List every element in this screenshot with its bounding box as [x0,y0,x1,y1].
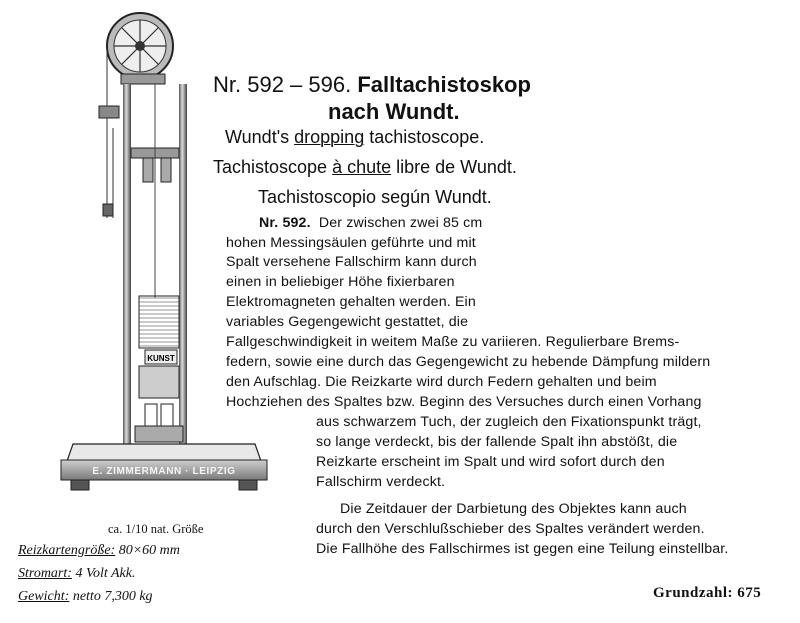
desc-line-11: so lange verdeckt, bis der fallende Spalt ihn abstößt, die [316,434,678,450]
desc-line-14: Die Zeitdauer der Darbietung des Objektes kann auch [340,501,687,517]
subtitle-french [213,157,517,178]
desc-line-5: variables Gegengewicht gestattet, die [226,314,469,330]
spec-card-size [18,543,180,559]
spec-weight [18,589,153,605]
desc-line-7: federn, sowie eine durch das Gegengewicht zu hebende Dämpfung mildern [226,354,711,370]
base-plate [61,444,267,490]
spec-value: 4 Volt Akk. [75,566,136,581]
grundzahl: Grundzahl: 675 [653,585,762,601]
pulley-wheel [107,13,173,79]
desc-line-8: den Aufschlag. Die Reizkarte wird durch Federn gehalten und beim [226,374,657,390]
spec-value: netto 7,300 kg [72,589,153,604]
desc-line-13: Fallschirm verdeckt. [316,474,446,490]
article-numbers: Nr. 592 – 596. [213,72,352,97]
desc-text-0: Der zwischen zwei 85 cm [318,215,483,231]
spec-value: 80×60 mm [118,543,180,558]
title-line-2: nach Wundt. [328,99,460,124]
subtitle-en-pre: Wundt's [225,127,295,147]
desc-line-2: Spalt versehene Fallschirm kann durch [226,254,477,270]
title-line-2-row [328,99,460,125]
right-column [179,84,187,444]
desc-line-12: Reizkarte erscheint im Spalt und wird sofort durch den [316,454,665,470]
desc-line-15: durch den Verschlußschieber des Spaltes verändert werden. [316,521,705,537]
kunst-label: KUNST [147,354,175,363]
spec-label: Stromart: [18,566,72,581]
page-heading [213,72,531,98]
subtitle-fr-pre: Tachistoscope [213,157,333,177]
subtitle-spanish: Tachistoscopio según Wundt. [258,187,492,207]
spec-current [18,566,135,582]
subtitle-fr-underlined: à chute [332,157,392,177]
desc-line-10: aus schwarzem Tuch, der zugleich den Fixationspunkt trägt, [316,414,702,430]
desc-line-6: Fallgeschwindigkeit in weitem Maße zu variieren. Regulierbare Brems- [226,334,680,350]
falling-screen [135,296,183,442]
subtitle-english [225,127,484,148]
subtitle-en-underlined: dropping [294,127,365,147]
spec-label: Reizkartengröße: [18,543,116,558]
maker-plate-text: E. ZIMMERMANN · LEIPZIG [92,466,236,477]
desc-line-3: einen in beliebiger Höhe fixierbaren [226,274,455,290]
subtitle-en-post: tachistoscope. [364,127,485,147]
article-lead-number: Nr. 592. [259,215,311,231]
figure-caption: ca. 1/10 nat. Größe [108,522,204,536]
desc-line-9: Hochziehen des Spaltes bzw. Beginn des Versuches durch einen Vorhang [226,394,702,410]
desc-line-16: Die Fallhöhe des Fallschirmes ist gegen eine Teilung einstellbar. [316,541,729,557]
subtitle-fr-post: libre de Wundt. [391,157,517,177]
desc-line-1: hohen Messingsäulen geführte und mit [226,235,476,251]
counterweight [99,106,119,118]
left-column [123,84,131,444]
desc-line-4: Elektromagneten gehalten werden. Ein [226,294,476,310]
desc-line-0 [259,214,482,234]
spec-label: Gewicht: [18,589,70,604]
title-line-1: Falltachistoskop [357,72,531,97]
